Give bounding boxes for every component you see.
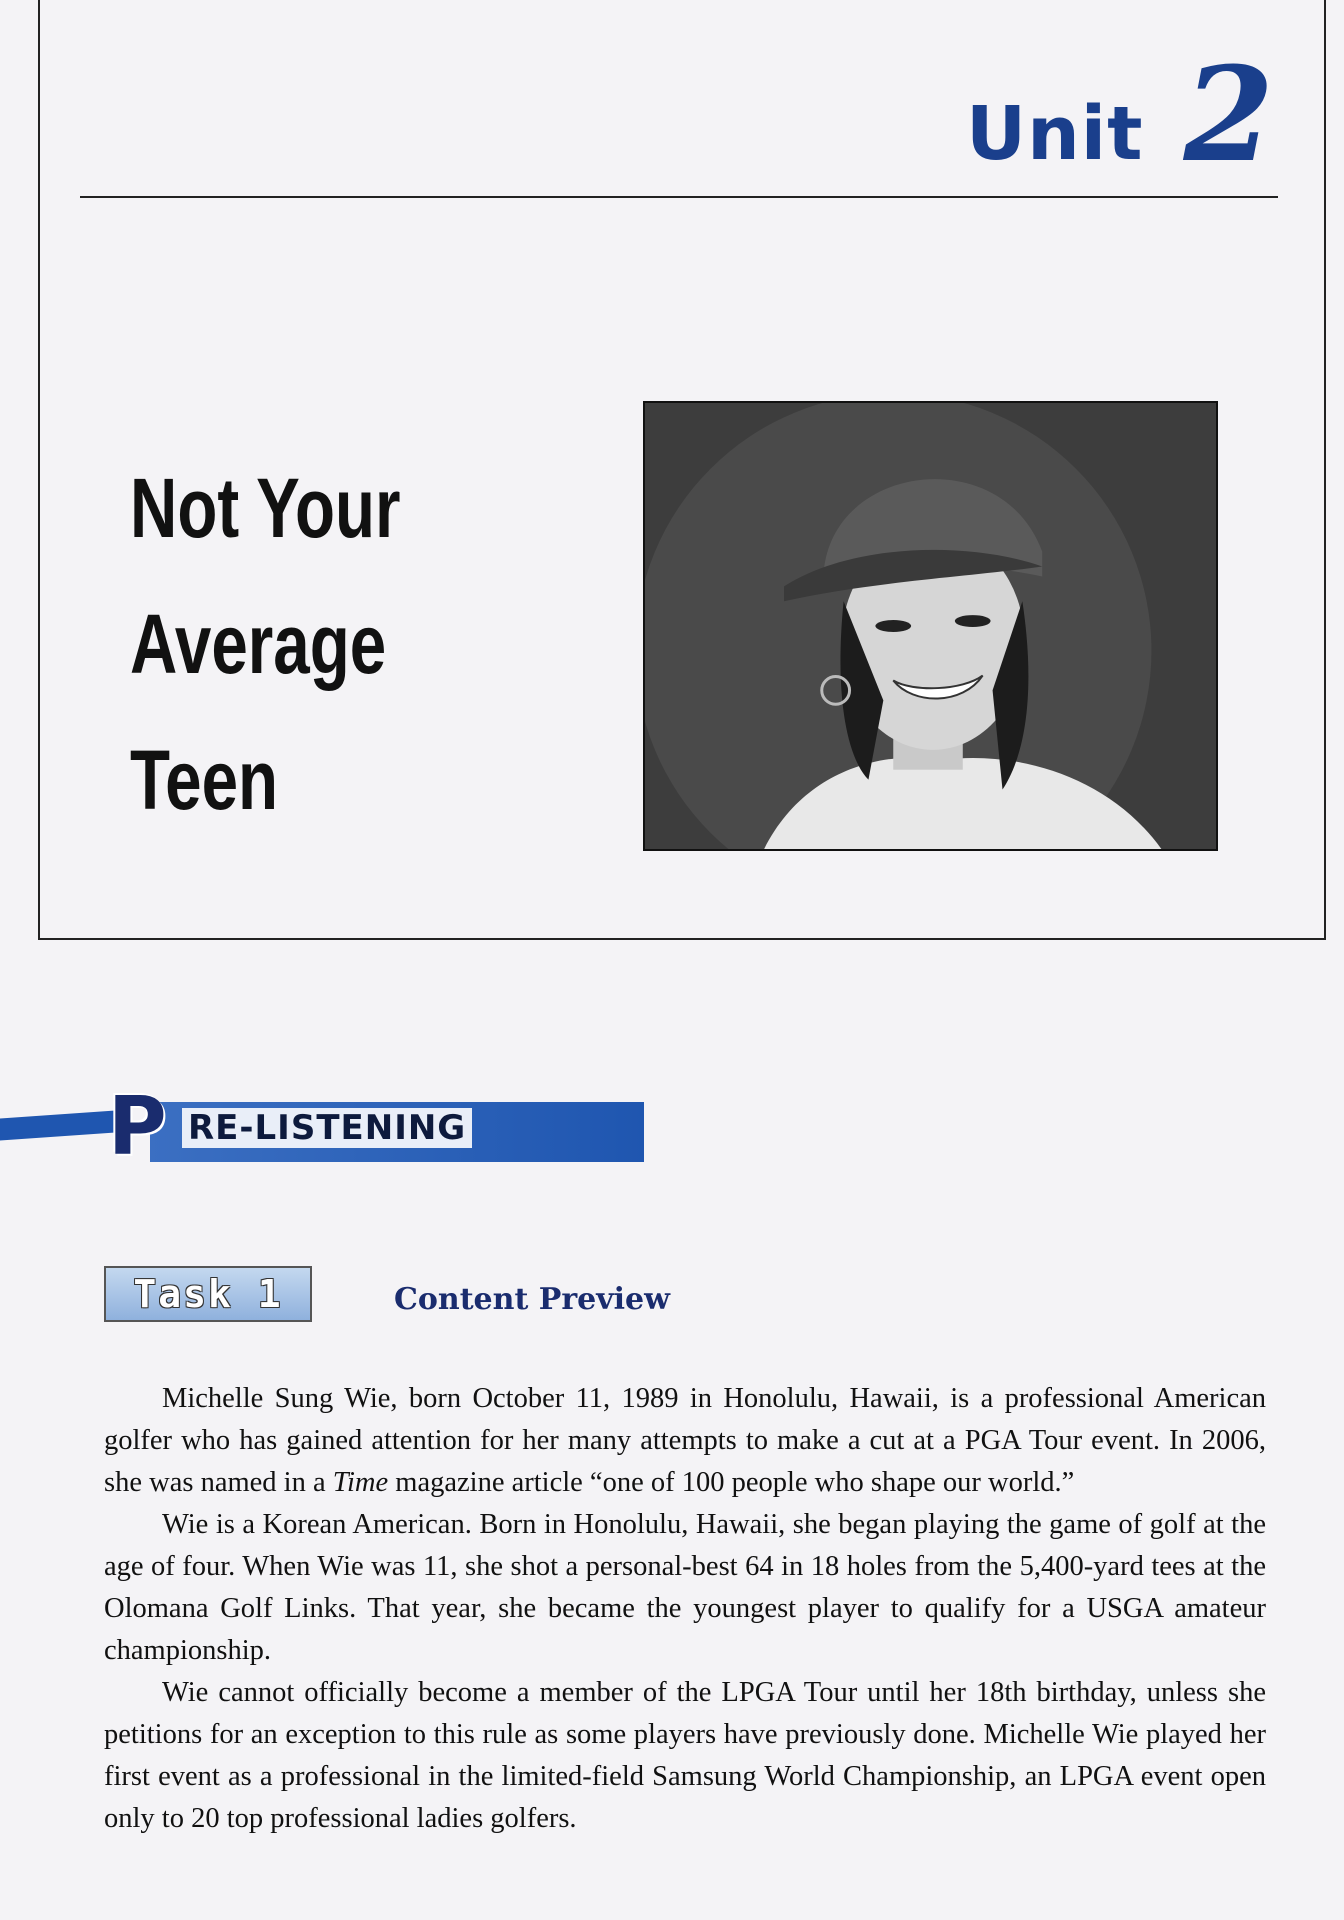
paragraph-2: Wie is a Korean American. Born in Honolulu, Hawaii, she began playing the game of golf at the age of four. When Wie was 11, she shot a personal-best 64 in 18 holes from the 5,400-yard tees at the Olomana Golf Links. That year, she became the youngest player to qualify for a USGA amateur championship. <box>104 1509 1266 1666</box>
paragraph-1-part-b: magazine article “one of 100 people who shape our world.” <box>388 1467 1075 1498</box>
task-badge <box>104 1266 312 1322</box>
paragraph-3: Wie cannot officially become a member of the LPGA Tour until her 18th birthday, unless she petitions for an exception to this rule as some players have previously done. Michelle Wie played her first event as a professional in the limited-field Samsung World Championship, an LPGA event open only to 20 top professional ladies golfers. <box>104 1677 1266 1834</box>
task-badge-label: Task 1 <box>133 1272 283 1316</box>
unit-number: 2 <box>1183 38 1274 191</box>
paragraph-1-part-a: Michelle Sung Wie, born October 11, 1989 in Honolulu, Hawaii, is a professional American golfer who has gained attention for her many attempts to make a cut at a PGA Tour event. In 2006, she was named in a <box>104 1383 1266 1498</box>
unit-word: Unit <box>966 90 1144 177</box>
task-heading: Content Preview <box>394 1282 670 1317</box>
paragraph-1-italic: Time <box>332 1467 389 1498</box>
section-banner <box>0 1080 645 1173</box>
header-rule <box>80 196 1278 198</box>
banner-initial: P <box>108 1080 167 1173</box>
body-text <box>104 1378 1266 1840</box>
banner-label: RE-LISTENING <box>182 1108 472 1148</box>
title-line-3: Teen <box>130 733 279 827</box>
portrait-photo-icon <box>643 401 1218 851</box>
title-line-1: Not Your <box>130 461 401 555</box>
unit-header <box>966 38 1274 191</box>
paragraph-1 <box>104 1378 1266 1504</box>
title-line-2: Average <box>130 597 387 691</box>
unit-title <box>130 440 401 848</box>
